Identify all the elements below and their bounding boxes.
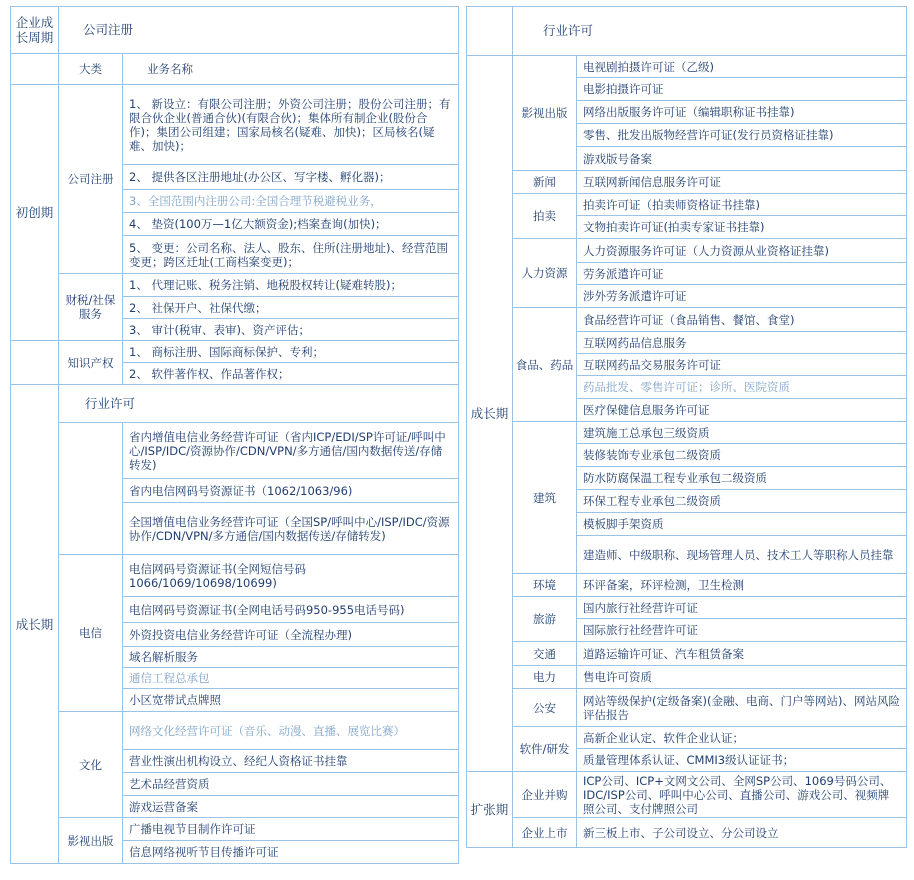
list-item: 艺术品经营资质 xyxy=(123,773,459,796)
list-item: 网站等级保护(定级备案)(金融、电商、门户等网站)、网站风险评估报告 xyxy=(577,689,907,727)
list-item: 广播电视节目制作许可证 xyxy=(123,818,459,841)
list-item: 电信网码号资源证书(全网短信号码1066/1069/10698/10699) xyxy=(123,555,459,597)
category-expand-0: 企业并购 xyxy=(513,772,577,818)
list-item: 环评备案，环评检测，卫生检测 xyxy=(577,574,907,597)
left-panel xyxy=(10,6,459,864)
list-item: 拍卖许可证（拍卖师资格证书挂靠) xyxy=(577,194,907,216)
list-item: 4、 垫资(100万—1亿大额资金);档案查询(加快)； xyxy=(123,213,459,236)
list-item: 模板脚手架资质 xyxy=(577,513,907,536)
list-item: 省内电信网码号资源证书（1062/1063/96) xyxy=(123,479,459,503)
list-item: ICP公司、ICP+文网文公司、全网SP公司、1069号码公司、IDC/ISP公司、呼叫中心公司、直播公司、游戏公司、视频牌照公司、支付牌照公司 xyxy=(577,772,907,818)
list-item: 网络出版服务许可证（编辑职称证书挂靠) xyxy=(577,101,907,124)
industry-license-title: 行业许可 xyxy=(513,7,907,56)
list-item: 互联网新闻信息服务许可证 xyxy=(577,171,907,194)
empty-cell xyxy=(59,423,123,555)
category-4: 食品、药品 xyxy=(513,308,577,422)
list-item: 国内旅行社经营许可证 xyxy=(577,597,907,619)
list-item: 装修装饰专业承包二级资质 xyxy=(577,444,907,467)
company-registration-title: 公司注册 xyxy=(59,7,459,54)
list-item: 3、 审计(税审、表审)、资产评估； xyxy=(123,319,459,341)
stage-growth: 成长期 xyxy=(467,56,513,772)
category-telecom: 电信 xyxy=(59,555,123,712)
business-name-header: 业务名称 xyxy=(123,54,459,85)
category-ip: 知识产权 xyxy=(59,341,123,385)
list-item: 互联网药品交易服务许可证 xyxy=(577,354,907,376)
category-6: 环境 xyxy=(513,574,577,597)
category-finance: 财税/社保服务 xyxy=(59,274,123,341)
list-item: 环保工程专业承包二级资质 xyxy=(577,490,907,513)
list-item: 售电许可资质 xyxy=(577,666,907,689)
list-item: 游戏版号备案 xyxy=(577,147,907,171)
empty-cell xyxy=(11,54,59,85)
stage-initial: 初创期 xyxy=(11,85,59,341)
list-item: 道路运输许可证、汽车租赁备案 xyxy=(577,642,907,666)
list-item: 电视剧拍摄许可证（乙级) xyxy=(577,56,907,78)
list-item: 域名解析服务 xyxy=(123,647,459,668)
list-item: 互联网药品信息服务 xyxy=(577,332,907,354)
category-11: 软件/研发 xyxy=(513,727,577,772)
list-item: 信息网络视听节目传播许可证 xyxy=(123,841,459,864)
empty-cell xyxy=(467,7,513,56)
list-item: 国际旅行社经营许可证 xyxy=(577,619,907,642)
list-item: 2、 软件著作权、作品著作权； xyxy=(123,363,459,385)
category-expand-1: 企业上市 xyxy=(513,818,577,848)
list-item: 新三板上市、子公司设立、分公司设立 xyxy=(577,818,907,848)
list-item: 外资投资电信业务经营许可证（全流程办理) xyxy=(123,623,459,647)
list-item: 建造师、中级职称、现场管理人员、技术工人等职称人员挂靠 xyxy=(577,536,907,574)
stage-expand: 扩张期 xyxy=(467,772,513,848)
category-7: 旅游 xyxy=(513,597,577,642)
list-item: 电信网码号资源证书(全网电话号码950-955电话号码) xyxy=(123,597,459,623)
list-item: 1、 商标注册、国际商标保护、专利； xyxy=(123,341,459,363)
stage-growth: 成长期 xyxy=(11,385,59,864)
category-2: 拍卖 xyxy=(513,194,577,239)
list-item: 营业性演出机构设立、经纪人资格证书挂靠 xyxy=(123,750,459,773)
left-table xyxy=(10,6,459,864)
category-5: 建筑 xyxy=(513,422,577,574)
list-item: 游戏运营备案 xyxy=(123,796,459,818)
category-3: 人力资源 xyxy=(513,239,577,308)
list-item: 食品经营许可证（食品销售、餐馆、食堂) xyxy=(577,308,907,332)
list-item: 2、 社保开户、社保代缴； xyxy=(123,297,459,319)
list-item: 1、 代理记账、税务注销、地税股权转让(疑难转股)； xyxy=(123,274,459,297)
list-item: 人力资源服务许可证（人力资源从业资格证挂靠) xyxy=(577,239,907,263)
list-item: 质量管理体系认证、CMMI3级认证证书； xyxy=(577,749,907,772)
list-item: 药品批发、零售许可证；诊所、医院资质 xyxy=(577,376,907,399)
category-company-registration: 公司注册 xyxy=(59,85,123,274)
list-item: 高新企业认定、软件企业认证； xyxy=(577,727,907,749)
list-item: 小区宽带试点牌照 xyxy=(123,689,459,712)
list-item: 全国增值电信业务经营许可证（全国SP/呼叫中心/ISP/IDC/资源协作/CDN/VPN/多方通信/国内数据传送/存储转发) xyxy=(123,503,459,555)
list-item: 劳务派遣许可证 xyxy=(577,263,907,285)
category-culture: 文化 xyxy=(59,712,123,818)
list-item: 2、 提供各区注册地址(办公区、写字楼、孵化器)； xyxy=(123,165,459,190)
list-item: 5、 变更：公司名称、法人、股东、住所(注册地址)、经营范围变更；跨区迁址(工商档案变更)； xyxy=(123,236,459,274)
list-item: 零售、批发出版物经营许可证(发行员资格证挂靠) xyxy=(577,124,907,147)
category-header: 大类 xyxy=(59,54,123,85)
right-table xyxy=(466,6,907,848)
list-item: 网络文化经营许可证（音乐、动漫、直播、展览比赛） xyxy=(123,712,459,750)
right-panel xyxy=(466,6,907,848)
list-item: 3、全国范围内注册公司:全国合理节税避税业务， xyxy=(123,190,459,213)
list-item: 医疗保健信息服务许可证 xyxy=(577,399,907,422)
category-0: 影视出版 xyxy=(513,56,577,171)
category-9: 电力 xyxy=(513,666,577,689)
category-film: 影视出版 xyxy=(59,818,123,864)
list-item: 防水防腐保温工程专业承包二级资质 xyxy=(577,467,907,490)
list-item: 电影拍摄许可证 xyxy=(577,78,907,101)
category-10: 公安 xyxy=(513,689,577,727)
empty-cell xyxy=(11,341,59,385)
list-item: 省内增值电信业务经营许可证（省内ICP/EDI/SP许可证/呼叫中心/ISP/IDC/资源协作/CDN/VPN/多方通信/国内数据传送/存储转发) xyxy=(123,423,459,479)
list-item: 1、 新设立：有限公司注册；外资公司注册；股份公司注册；有限合伙企业(普通合伙)(有限合伙)；集体所有制企业(股份合作)；集团公司组建；国家局核名(疑难、加快)；区局核名(疑难、加快)； xyxy=(123,85,459,165)
list-item: 通信工程总承包 xyxy=(123,668,459,689)
industry-license-title: 行业许可 xyxy=(59,385,459,423)
list-item: 建筑施工总承包三级资质 xyxy=(577,422,907,444)
list-item: 涉外劳务派遣许可证 xyxy=(577,285,907,308)
category-1: 新闻 xyxy=(513,171,577,194)
list-item: 文物拍卖许可证(拍卖专家证书挂靠) xyxy=(577,216,907,239)
category-8: 交通 xyxy=(513,642,577,666)
lifecycle-header: 企业成长周期 xyxy=(11,7,59,54)
